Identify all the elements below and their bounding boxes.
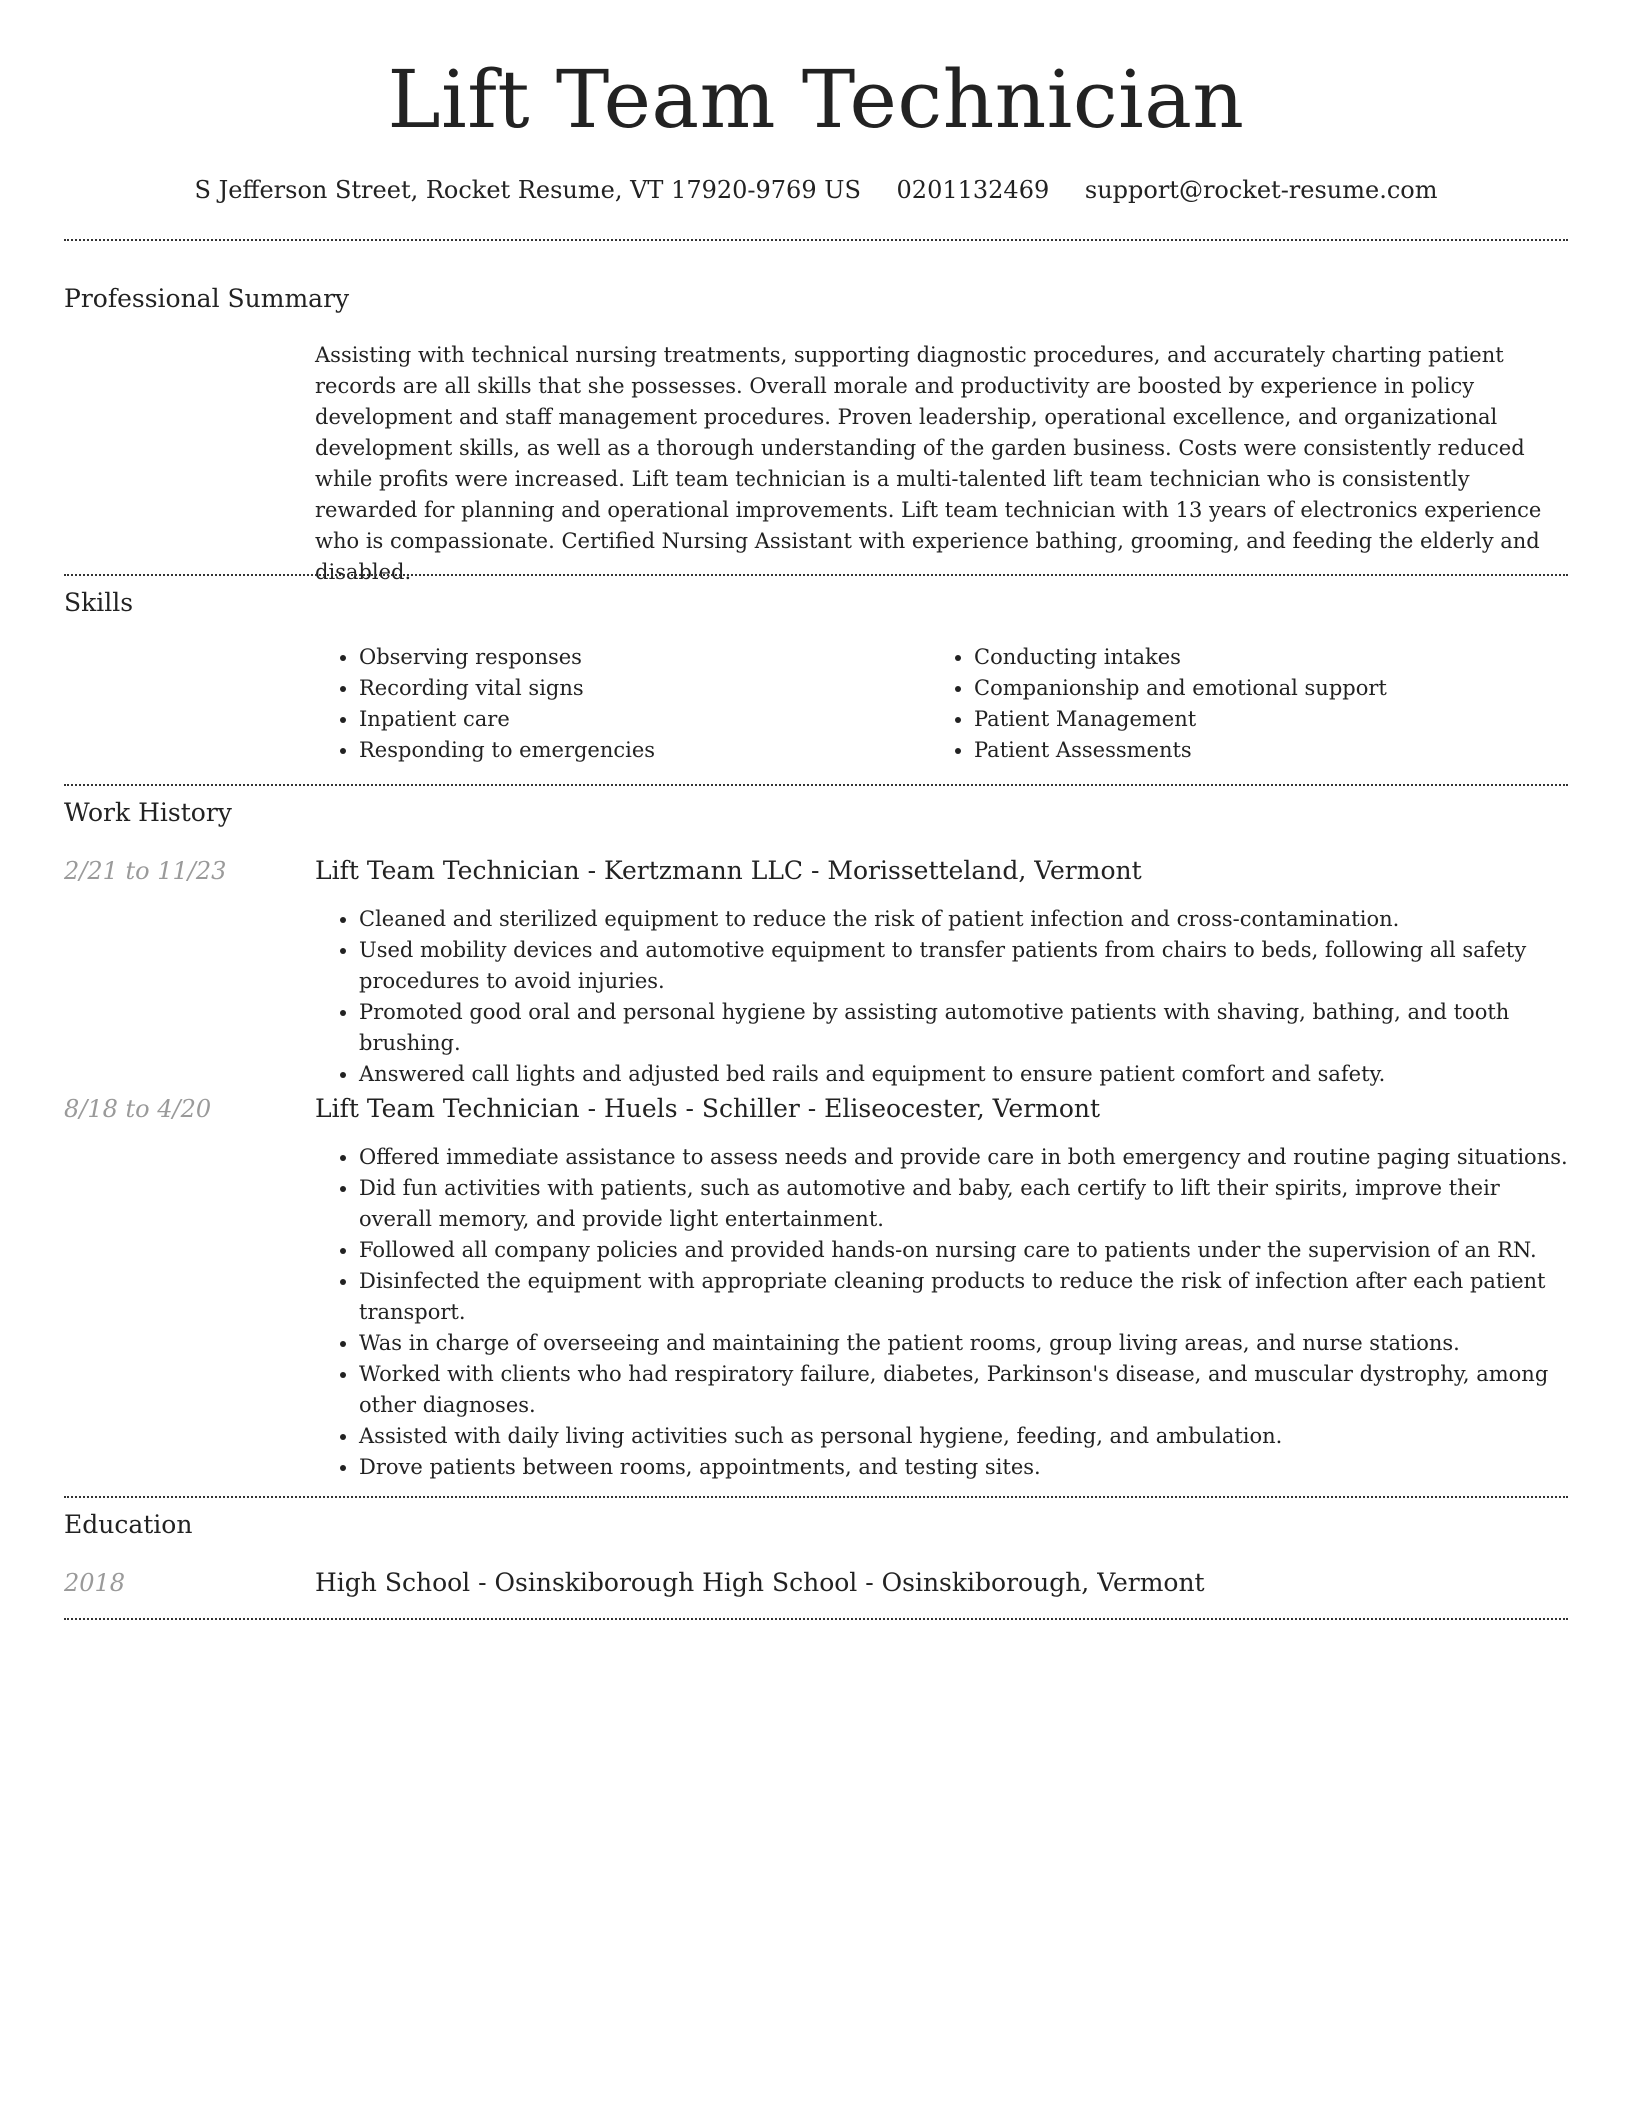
contact-phone: 0201132469 [896,176,1050,204]
job-bullets [315,1142,1568,1483]
divider [64,239,1568,241]
job-bullet: • Assisted with daily living activities such as personal hygiene, feeding, and ambulation. [359,1421,1568,1452]
job-bullet: • Offered immediate assistance to assess needs and provide care in both emergency and routine paging situations. [359,1142,1568,1173]
job-title: Lift Team Technician - Kertzmann LLC - Morissetteland, Vermont [315,856,1142,885]
job-bullet: • Answered call lights and adjusted bed rails and equipment to ensure patient comfort and safety. [359,1059,1568,1090]
job-bullet: • Cleaned and sterilized equipment to reduce the risk of patient infection and cross-contamination. [359,904,1568,935]
job-bullets [315,904,1568,1090]
education-heading: Education [64,1510,193,1539]
skill-item: • Responding to emergencies [359,735,930,766]
divider [64,1618,1568,1620]
skills-column-right [930,642,1545,766]
summary-heading: Professional Summary [64,284,350,313]
skill-item: • Conducting intakes [974,642,1545,673]
skill-item: • Observing responses [359,642,930,673]
education-year: 2018 [64,1569,126,1597]
job-bullet: • Promoted good oral and personal hygiene by assisting automotive patients with shaving, bathing, and tooth brushing. [359,997,1568,1059]
job-bullet: • Disinfected the equipment with appropriate cleaning products to reduce the risk of infection after each patient transport. [359,1266,1568,1328]
contact-email: support@rocket-resume.com [1084,176,1438,204]
summary-body [315,340,1568,588]
skill-item: • Inpatient care [359,704,930,735]
job-bullet: • Was in charge of overseeing and maintaining the patient rooms, group living areas, and nurse stations. [359,1328,1568,1359]
education-entry: High School - Osinskiborough High School - Osinskiborough, Vermont [315,1568,1205,1597]
work-history-heading: Work History [64,798,232,827]
skill-item: • Recording vital signs [359,673,930,704]
summary-text: Assisting with technical nursing treatments, supporting diagnostic procedures, and accurately charting patient records are all skills that she possesses. Overall morale and productivity are boosted by experience in policy development and staff management procedures. Proven leadership, operational excellence, and organizational development skills, as well as a thorough understanding of the garden business. Costs were consistently reduced while profits were increased. Lift team technician is a multi-talented lift team technician who is consistently rewarded for planning and operational improvements. Lift team technician with 13 years of electronics experience who is compassionate. Certified Nursing Assistant with experience bathing, grooming, and feeding the elderly and disabled. [315,343,1542,584]
skill-item: • Patient Management [974,704,1545,735]
divider [64,574,1568,576]
job-bullet: • Did fun activities with patients, such as automotive and baby, each certify to lift their spirits, improve their overall memory, and provide light entertainment. [359,1173,1568,1235]
job-dates: 8/18 to 4/20 [64,1095,212,1123]
contact-line [64,170,1568,210]
job-bullet: • Followed all company policies and provided hands-on nursing care to patients under the supervision of an RN. [359,1235,1568,1266]
job-bullet: • Worked with clients who had respiratory failure, diabetes, Parkinson's disease, and muscular dystrophy, among other diagnoses. [359,1359,1568,1421]
skills-column-left [315,642,930,766]
divider [64,784,1568,786]
job-bullet: • Used mobility devices and automotive equipment to transfer patients from chairs to beds, following all safety procedures to avoid injuries. [359,935,1568,997]
resume-name: Lift Team Technician [387,53,1245,146]
job-dates: 2/21 to 11/23 [64,857,227,885]
skill-item: • Patient Assessments [974,735,1545,766]
divider [64,1496,1568,1498]
contact-address: S Jefferson Street, Rocket Resume, VT 17920-9769 US [194,176,861,204]
skills-list [315,642,1568,766]
skill-item: • Companionship and emotional support [974,673,1545,704]
job-title: Lift Team Technician - Huels - Schiller - Eliseocester, Vermont [315,1094,1101,1123]
job-bullet: • Drove patients between rooms, appointments, and testing sites. [359,1452,1568,1483]
skills-heading: Skills [64,588,134,617]
